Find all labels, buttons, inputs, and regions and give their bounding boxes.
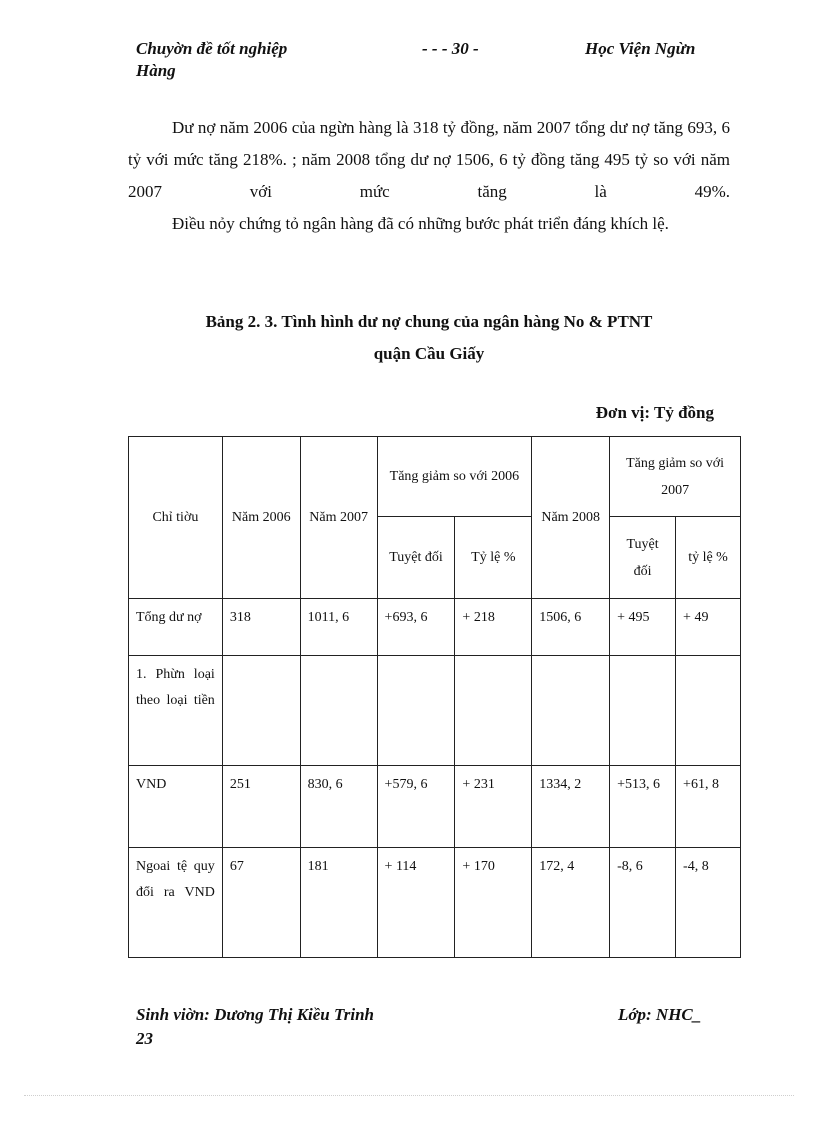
table-row	[129, 656, 741, 766]
cell-pct-2007: +61, 8	[676, 766, 741, 848]
header-nam-2006: Năm 2006	[222, 437, 300, 599]
header-group-2006: Tăng giảm so với 2006	[377, 437, 532, 517]
row-label: Tổng dư nợ	[129, 599, 223, 656]
footer-class-wrap: 23	[136, 1029, 153, 1048]
header-group-2007: Tăng giảm so với 2007	[610, 437, 741, 517]
cell-2006: 318	[222, 599, 300, 656]
paragraph-line-1: Dư nợ năm 2006 của ngừn hàng là 318 tỷ đồng, năm 2007 tổng dư nợ tăng 693, 6 tỷ với mức tăng 218%. ; năm 2008 tổng dư nợ 1506, 6 tỷ đồng tăng 495 tỷ so với năm 2007 với mức tăng là 49%.	[128, 118, 730, 201]
paragraph-line-2: Điều nỏy chứng tỏ ngân hàng đã có những bước phát triển đáng khích lệ.	[172, 214, 669, 233]
page-footer	[136, 1004, 736, 1052]
cell-2006: 251	[222, 766, 300, 848]
cell-abs-2007: + 495	[610, 599, 676, 656]
cell-abs-2007: -8, 6	[610, 848, 676, 958]
cell-abs-2007: +513, 6	[610, 766, 676, 848]
cell-abs-2006	[377, 656, 455, 766]
cell-2008: 1506, 6	[532, 599, 610, 656]
body-paragraph	[128, 112, 730, 240]
row-label: 1. Phừn loại theo loại tiền	[129, 656, 223, 766]
table-caption	[128, 306, 730, 370]
header-thesis-title: Chuyờn đề tốt nghiệp	[136, 39, 288, 58]
cell-2008	[532, 656, 610, 766]
cell-pct-2006: + 170	[455, 848, 532, 958]
cell-abs-2006: + 114	[377, 848, 455, 958]
footer-student: Sinh viờn: Dương Thị Kiều Trinh	[136, 1005, 375, 1024]
cell-2006	[222, 656, 300, 766]
header-row-1	[129, 437, 741, 517]
header-ty-le-2: tỷ lệ %	[676, 517, 741, 599]
cell-abs-2006: +579, 6	[377, 766, 455, 848]
cell-pct-2007	[676, 656, 741, 766]
table-caption-line-1: Bảng 2. 3. Tình hình dư nợ chung của ngân hàng No & PTNT	[205, 312, 653, 331]
cell-pct-2007: + 49	[676, 599, 741, 656]
cell-2007: 830, 6	[300, 766, 377, 848]
cell-2008: 1334, 2	[532, 766, 610, 848]
header-tuyet-doi-1: Tuyệt đối	[377, 517, 455, 599]
cell-pct-2007: -4, 8	[676, 848, 741, 958]
row-label: Ngoai tệ quy đổi ra VND	[129, 848, 223, 958]
cell-2007: 1011, 6	[300, 599, 377, 656]
table-row	[129, 599, 741, 656]
cell-2007: 181	[300, 848, 377, 958]
row-label: VND	[129, 766, 223, 848]
header-nam-2007: Năm 2007	[300, 437, 377, 599]
cell-2007	[300, 656, 377, 766]
header-tuyet-doi-2: Tuyệt đối	[610, 517, 676, 599]
header-institution: Học Viện Ngừn	[585, 39, 696, 58]
cell-2006: 67	[222, 848, 300, 958]
cell-2008: 172, 4	[532, 848, 610, 958]
table-row	[129, 848, 741, 958]
page-bottom-divider	[24, 1095, 794, 1096]
page-header	[136, 38, 736, 84]
table-caption-line-2: quận Cầu Giấy	[373, 344, 485, 363]
header-chi-tieu: Chỉ tiờu	[129, 437, 223, 599]
cell-pct-2006: + 231	[455, 766, 532, 848]
table-row	[129, 766, 741, 848]
debt-table	[128, 436, 741, 958]
cell-pct-2006	[455, 656, 532, 766]
header-ty-le-1: Tỷ lệ %	[455, 517, 532, 599]
header-nam-2008: Năm 2008	[532, 437, 610, 599]
cell-abs-2006: +693, 6	[377, 599, 455, 656]
page-number: - - - 30 -	[422, 39, 479, 58]
cell-abs-2007	[610, 656, 676, 766]
header-institution-wrap: Hàng	[136, 61, 176, 80]
cell-pct-2006: + 218	[455, 599, 532, 656]
unit-label: Đơn vị: Tỷ đồng	[595, 403, 714, 422]
footer-class: Lớp: NHC_	[618, 1005, 702, 1024]
